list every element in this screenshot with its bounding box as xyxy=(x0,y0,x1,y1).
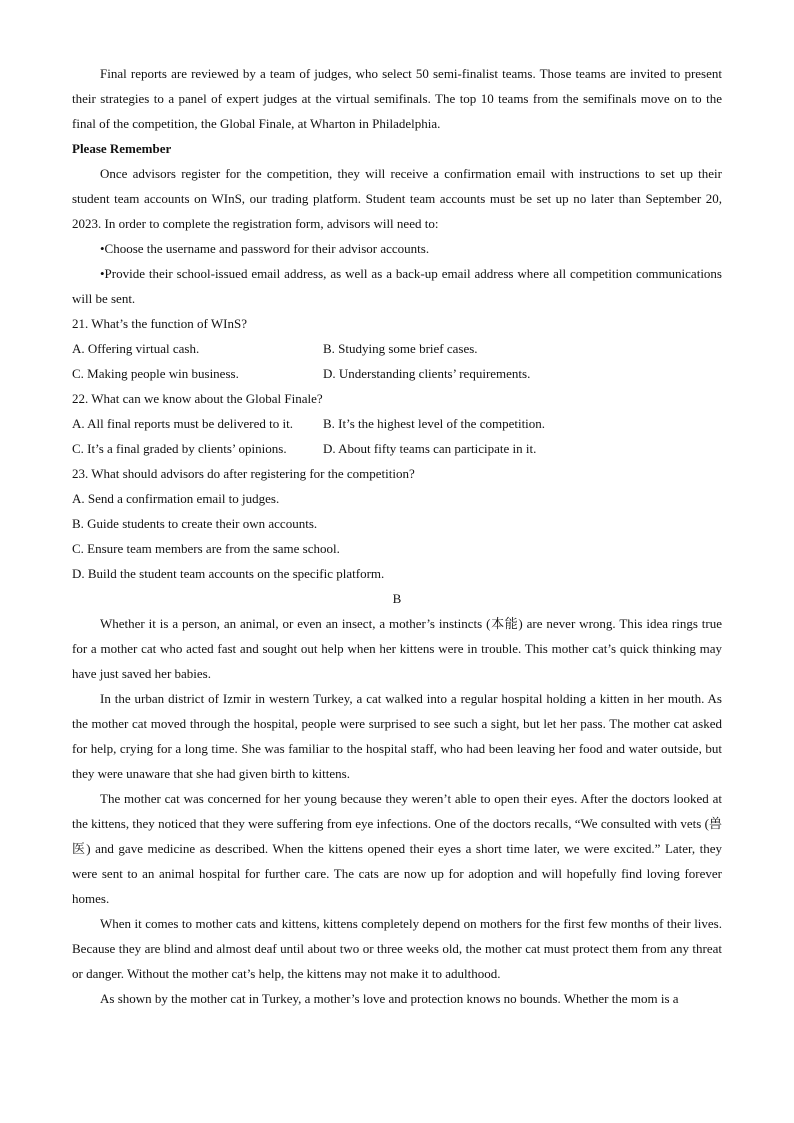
question-23-option-a[interactable]: A. Send a confirmation email to judges. xyxy=(72,491,280,506)
section-b-paragraph-1: Whether it is a person, an animal, or even an insect, a mother’s instincts (本能) are never wrong. This idea rings true for a mother cat who acted fast and sought out help when her kittens were in trouble. This mother cat’s quick thinking may have just saved her babies. xyxy=(72,616,722,681)
question-23-option-d[interactable]: D. Build the student team accounts on the specific platform. xyxy=(72,566,385,581)
question-23-option-b[interactable]: B. Guide students to create their own accounts. xyxy=(72,516,318,531)
question-22-option-b[interactable]: B. It’s the highest level of the competition. xyxy=(323,416,546,431)
question-22-options-row-2 xyxy=(72,436,722,461)
bullet-username: •Choose the username and password for their advisor accounts. xyxy=(100,241,430,256)
question-22-option-c[interactable]: C. It’s a final graded by clients’ opinions. xyxy=(72,441,287,456)
bullet-email: •Provide their school-issued email address, as well as a back-up email address where all competition communications will be sent. xyxy=(72,266,722,306)
question-21-stem: 21. What’s the function of WInS? xyxy=(72,316,247,331)
question-21-option-a[interactable]: A. Offering virtual cash. xyxy=(72,341,200,356)
paragraph-final-reports: Final reports are reviewed by a team of judges, who select 50 semi-finalist teams. Those teams are invited to present their strategies to a panel of expert judges at the virtual semifinals. The top 10 teams from the semifinals move on to the final of the competition, the Global Finale, at Wharton in Philadelphia. xyxy=(72,66,722,131)
heading-please-remember: Please Remember xyxy=(72,141,172,156)
question-22-option-d[interactable]: D. About fifty teams can participate in it. xyxy=(323,441,537,456)
question-21-option-c[interactable]: C. Making people win business. xyxy=(72,366,239,381)
section-b-paragraph-5: As shown by the mother cat in Turkey, a mother’s love and protection knows no bounds. Whether the mom is a xyxy=(100,991,679,1006)
question-21-option-d[interactable]: D. Understanding clients’ requirements. xyxy=(323,366,531,381)
question-22-options-row-1 xyxy=(72,411,722,436)
document-page xyxy=(72,61,722,1011)
section-b-paragraph-2: In the urban district of Izmir in western Turkey, a cat walked into a regular hospital holding a kitten in her mouth. As the mother cat moved through the hospital, people were surprised to see such a sight, but let her pass. The mother cat asked for help, crying for a long time. She was familiar to the hospital staff, who had been leaving her food and water outside, but they were unaware that she had given birth to kittens. xyxy=(72,691,722,781)
question-23-stem: 23. What should advisors do after registering for the competition? xyxy=(72,466,415,481)
section-b-label: B xyxy=(392,591,402,606)
question-22-option-a[interactable]: A. All final reports must be delivered to it. xyxy=(72,416,293,431)
section-b-paragraph-4: When it comes to mother cats and kittens, kittens completely depend on mothers for the first few months of their lives. Because they are blind and almost deaf until about two or three weeks old, the mother cat must protect them from any threat or danger. Without the mother cat’s help, the kittens may not make it to adulthood. xyxy=(72,916,722,981)
question-21-options-row-2 xyxy=(72,361,722,386)
paragraph-registration: Once advisors register for the competition, they will receive a confirmation email with instructions to set up their student team accounts on WInS, our trading platform. Student team accounts must be set up no later than September 20, 2023. In order to complete the registration form, advisors will need to: xyxy=(72,166,722,231)
section-b-paragraph-3: The mother cat was concerned for her young because they weren’t able to open their eyes. After the doctors looked at the kittens, they noticed that they were suffering from eye infections. One of the doctors recalls, “We consulted with vets (兽医) and gave medicine as described. When the kittens opened their eyes a short time later, we were excited.” Later, they were sent to an animal hospital for further care. The cats are now up for adoption and will hopefully find loving forever homes. xyxy=(72,791,722,906)
question-21-option-b[interactable]: B. Studying some brief cases. xyxy=(323,341,478,356)
question-21-options-row-1 xyxy=(72,336,722,361)
question-23-option-c[interactable]: C. Ensure team members are from the same school. xyxy=(72,541,340,556)
question-22-stem: 22. What can we know about the Global Finale? xyxy=(72,391,323,406)
